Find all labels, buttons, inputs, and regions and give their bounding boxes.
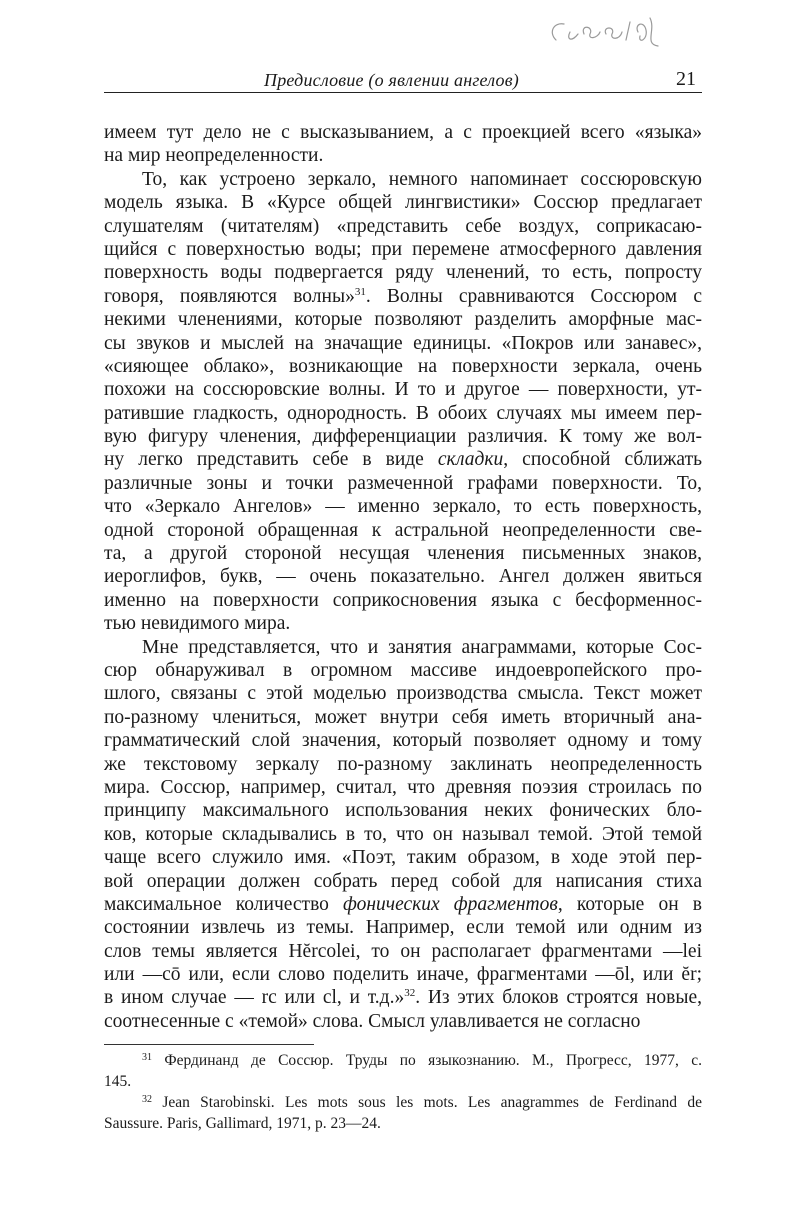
text-segment: сюр обнаруживал в огромном массиве индоевропейского про- [104,659,702,681]
footnotes [104,1050,702,1134]
footnote-reference: 31 [354,285,366,298]
text-line [104,799,702,822]
running-header-title: Предисловие (о явлении ангелов) [264,70,519,90]
footnote-text: Фердинанд де Соссюр. Труды по языкознанию. М., Прогресс, 1977, с. [152,1052,702,1069]
text-line [104,729,702,752]
text-line [104,332,702,355]
text-segment: имеем тут дело не с высказыванием, а с проекцией всего «языка» [104,122,702,143]
body-text [104,121,702,1033]
text-segment: Мне представляется, что и занятия анаграммами, которые Сос- [142,636,702,658]
text-segment: что «Зеркало Ангелов» — именно зеркало, то есть поверхность, [104,496,702,518]
text-line [104,402,702,425]
text-segment: грамматический слой значения, который позволяет одному и тому [104,730,702,752]
text-segment: или —cō или, если слово поделить иначе, фрагментами —ōl, или ĕr; [104,964,702,986]
text-segment: . Из этих блоков строятся новые, [415,987,702,1009]
text-segment: соотнесенные с «темой» слова. Смысл улавливается не согласно [104,1010,641,1032]
italic-emphasis: фонических фрагментов [343,893,558,915]
text-line [104,378,702,401]
text-line [104,425,702,448]
text-line [104,963,702,986]
text-line [104,168,702,191]
text-segment: То, как устроено зеркало, немного напоминает соссюровскую [142,168,702,190]
footnote-text: 145. [104,1073,132,1090]
text-line [104,448,702,471]
text-segment: говоря, появляются волны» [104,285,355,307]
page-number: 21 [676,68,696,90]
text-segment: , способной сближать [503,449,702,471]
text-segment: одной стороной обращенная к астральной неопределенности све- [104,519,702,541]
text-segment: в ином случае — rc или cl, и т.д.» [104,987,405,1009]
text-line [104,308,702,331]
text-segment: принципу максимального использования неких фонических бло- [104,800,702,822]
text-segment: ну легко представить себе в виде [104,449,438,471]
text-line [104,121,702,144]
footnote-number: 32 [142,1094,152,1105]
footnote-text: Saussure. Paris, Gallimard, 1971, p. 23—24. [104,1115,381,1132]
text-segment: максимальное количество [104,893,344,915]
handwritten-annotation [540,10,680,60]
text-line [104,519,702,542]
text-line [104,870,702,893]
text-line [104,285,702,308]
text-segment: вую фигуру членения, дифференциации различия. К тому же вол- [104,426,702,448]
text-segment: та, а другой стороной несущая членения письменных знаков, [104,543,702,565]
text-segment: щийся с поверхностью воды; при перемене атмосферного давления [104,238,702,260]
text-segment: шлого, связаны с этой моделью производства смысла. Текст может [104,683,702,705]
text-segment: . Волны сравниваются Соссюром с [365,285,702,307]
italic-emphasis: складки [437,449,504,471]
text-line [104,846,702,869]
text-line [104,215,702,238]
text-segment: модель языка. В «Курсе общей лингвистики» Соссюр предлагает [104,192,702,214]
text-segment: сы звуков и мыслей на значащие единицы. «Покров или занавес», [104,332,702,354]
text-segment: именно на поверхности соприкосновения языка с бесформеннос- [104,589,702,611]
text-segment: мира. Соссюр, например, считал, что древняя поэзия строилась по [104,776,702,798]
text-line [104,776,702,799]
text-line [104,355,702,378]
text-line [104,706,702,729]
footnote-reference: 32 [404,987,416,1000]
text-segment: ратившие гладкость, однородность. В обоих случаях мы имеем пер- [104,402,702,424]
text-line [104,238,702,261]
text-line [104,682,702,705]
text-line [104,472,702,495]
footnote-line [104,1092,702,1113]
text-line [104,823,702,846]
text-line [104,542,702,565]
running-header [104,60,702,93]
text-line [104,191,702,214]
text-segment: похожи на соссюровские волны. И то и другое — поверхности, ут- [104,379,702,401]
text-segment: вой операции должен собрать перед собой для написания стиха [104,870,702,892]
text-line [104,916,702,939]
text-line [104,612,702,635]
text-line [104,565,702,588]
text-segment: ков, которые складывались в то, что он называл темой. Этой темой [104,823,702,845]
text-segment: чаще всего служило имя. «Поэт, таким образом, в ходе этой пер- [104,847,702,869]
text-segment: на мир неопределенности. [104,145,324,167]
text-segment: «сияющее облако», возникающие на поверхности зеркала, очень [104,355,702,377]
text-segment: по-разному члениться, может внутри себя иметь вторичный ана- [104,706,702,728]
text-segment: некими членениями, которые позволяют разделить аморфные мас- [104,309,702,331]
text-line [104,144,702,167]
text-line [104,589,702,612]
text-segment: тью невидимого мира. [104,613,291,635]
footnote-line [104,1050,702,1071]
text-segment: , которые он в [557,893,702,915]
text-line [104,261,702,284]
text-line [104,1010,702,1033]
text-segment: слов темы является Hĕrcolei, то он располагает фрагментами —lei [104,940,702,962]
text-line [104,940,702,963]
text-line [104,893,702,916]
footnote-number: 31 [142,1052,152,1063]
text-line [104,636,702,659]
text-line [104,986,702,1009]
text-segment: иероглифов, букв, — очень показательно. Ангел должен явиться [104,566,702,588]
text-line [104,495,702,518]
footnote-text: Jean Starobinski. Les mots sous les mots. Les anagrammes de Ferdinand de [152,1094,702,1111]
text-line [104,753,702,776]
text-segment: же текстовому зеркалу по-разному заклинать неопределенность [104,753,702,775]
text-line [104,659,702,682]
text-segment: слушателям (читателям) «представить себе воздух, соприкасаю- [104,215,702,237]
text-segment: поверхность воды подвергается ряду членений, то есть, попросту [104,262,702,284]
text-segment: состоянии извлечь из темы. Например, если темой или одним из [104,917,702,939]
text-segment: различные зоны и точки размеченной графами поверхности. То, [104,472,702,494]
footnote-divider [104,1044,314,1045]
